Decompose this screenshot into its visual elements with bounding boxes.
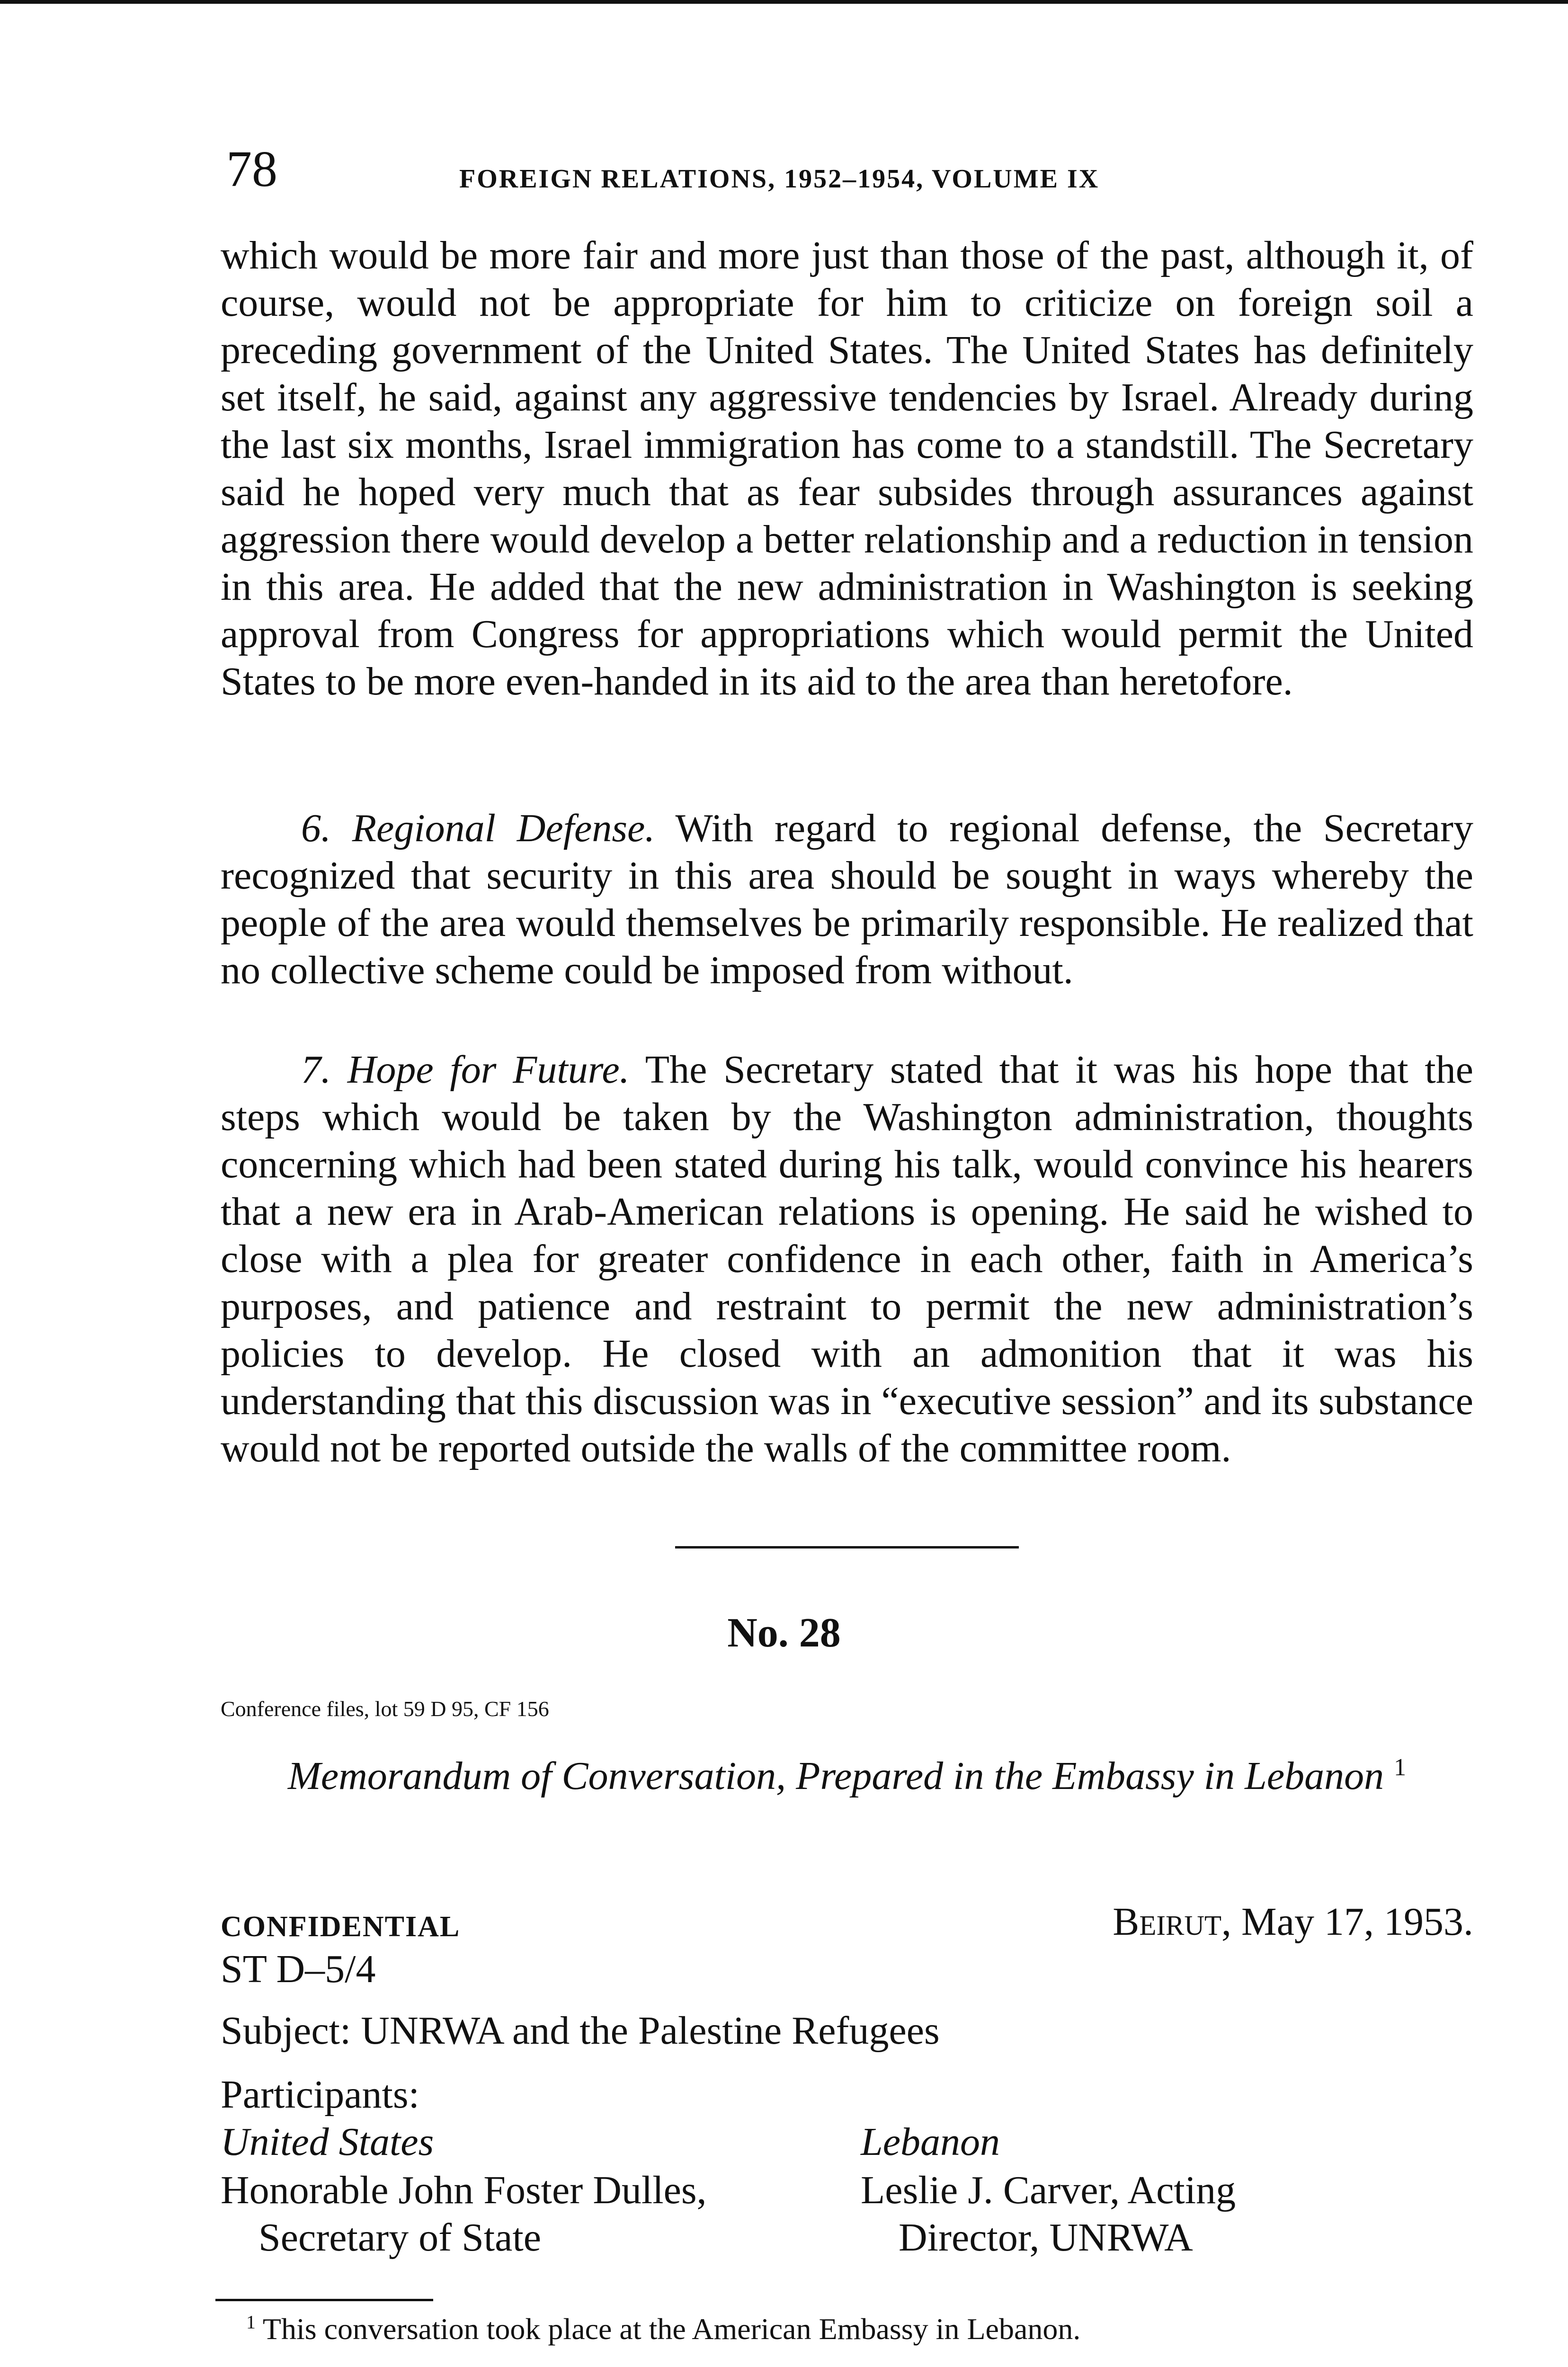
participant-title: Secretary of State	[258, 2216, 542, 2260]
participant-title: Director, UNRWA	[899, 2216, 1193, 2260]
page-header	[226, 141, 1472, 207]
paragraph-regional-defense	[221, 805, 1473, 994]
section-divider	[675, 1546, 1019, 1548]
participant-name: Leslie J. Carver, Acting	[861, 2168, 1236, 2212]
footnote	[246, 2310, 1080, 2348]
participants-label: Participants:	[221, 2073, 419, 2117]
document-title-text: Memorandum of Conversation, Prepared in the Embassy in Lebanon	[287, 1754, 1384, 1798]
dateline	[1113, 1898, 1473, 1946]
footnote-divider	[215, 2299, 433, 2301]
footnote-text: This conversation took place at the American Embassy in Lebanon.	[256, 2312, 1081, 2346]
document-title	[221, 1752, 1473, 1801]
paragraph-text: The Secretary stated that it was his hope that the steps which would be taken by the Washington administration, thoughts concerning which had been stated during his talk, would convince his hearers that a new era in Arab-American relations is opening. He said he wished to close with a plea for greater confidence in each other, faith in America’s purposes, and patience and restraint to permit the new administration’s policies to develop. He closed with an admonition that it was his understanding that this discussion was in “executive session” and its substance would not be reported outside the walls of the committee room.	[221, 1048, 1473, 1470]
participants-united-states	[221, 2118, 836, 2261]
page-number: 78	[226, 141, 277, 197]
paragraph-heading: 7. Hope for Future.	[301, 1048, 630, 1092]
file-reference: ST D–5/4	[221, 1947, 376, 1991]
dateline-date: May 17, 1953.	[1231, 1900, 1473, 1944]
running-head: FOREIGN RELATIONS, 1952–1954, VOLUME IX	[459, 164, 1100, 194]
paragraph-heading: 6. Regional Defense.	[301, 806, 655, 850]
footnote-reference[interactable]: 1	[1394, 1754, 1407, 1781]
participants-lebanon	[861, 2118, 1476, 2261]
source-note: Conference files, lot 59 D 95, CF 156	[221, 1697, 549, 1721]
footnote-mark: 1	[246, 2311, 256, 2333]
dateline-place: Beirut,	[1113, 1900, 1232, 1944]
paragraph-text: With regard to regional defense, the Secretary recognized that security in this area should be sought in ways whereby the people of the area would themselves be primarily responsible. He realized that no collective scheme could be imposed from without.	[221, 806, 1473, 992]
participant-name: Honorable John Foster Dulles,	[221, 2168, 707, 2212]
participants-column-heading: Lebanon	[861, 2120, 1000, 2164]
classification-label: CONFIDENTIAL	[221, 1911, 461, 1943]
subject-line: Subject: UNRWA and the Palestine Refugees	[221, 2009, 940, 2053]
top-border	[0, 0, 1568, 4]
paragraph-continuation: which would be more fair and more just than those of the past, although it, of course, would not be appropriate for him to criticize on foreign soil a preceding government of the United States. The United States has definitely set itself, he said, against any aggressive tendencies by Israel. Already during the last six months, Israel immigration has come to a standstill. The Secretary said he hoped very much that as fear subsides through assurances against aggression there would develop a better relationship and a reduction in tension in this area. He added that the new administration in Washington is seeking approval from Congress for appropriations which would permit the United States to be more even-handed in its aid to the area than heretofore.	[221, 233, 1473, 703]
document-number: No. 28	[727, 1610, 841, 1656]
participants-column-heading: United States	[221, 2120, 434, 2164]
paragraph-hope-for-future	[221, 1046, 1473, 1472]
